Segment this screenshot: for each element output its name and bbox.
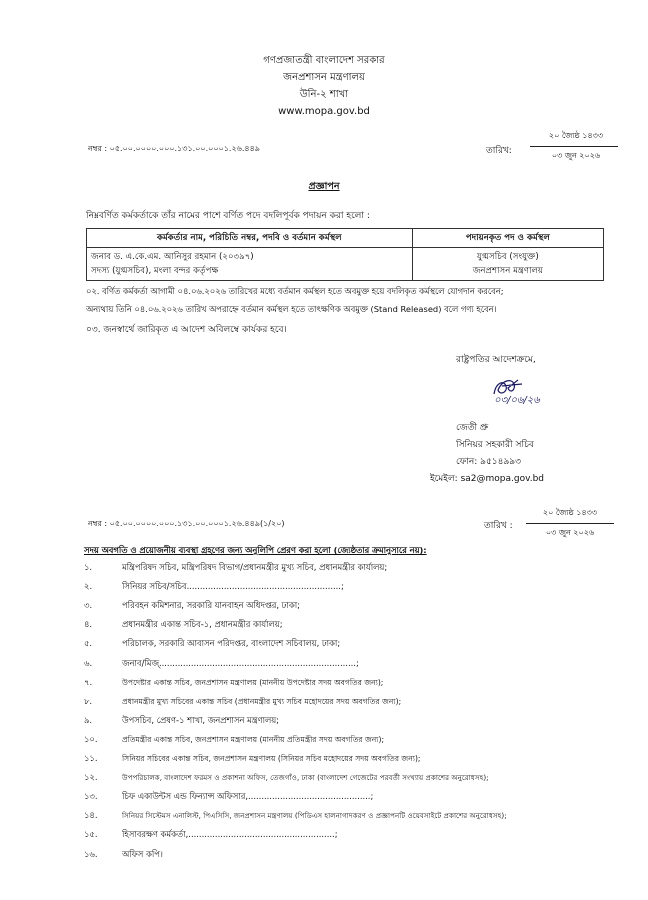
list-item bbox=[84, 790, 373, 804]
signatory-designation: সিনিয়র সহকারী সচিব bbox=[456, 440, 534, 450]
table-cell-officer bbox=[87, 248, 413, 281]
copy-date-label: তারিখ : bbox=[484, 521, 513, 531]
list-item-text: হিসাবরক্ষণ কর্মকর্তা,.......................................................; bbox=[122, 829, 338, 840]
copy-date-divider bbox=[526, 523, 614, 524]
memo-date-bangla: ২০ জ্যৈষ্ঠ ১৪৩৩ bbox=[548, 131, 604, 140]
copy-date-bangla: ২০ জ্যৈষ্ঠ ১৪৩৩ bbox=[542, 508, 598, 517]
signatory-name: জেতী প্রু bbox=[456, 423, 489, 433]
list-item-text: সিনিয়র সচিব/সচিব..........................................................; bbox=[122, 581, 344, 592]
order-line: রাষ্ট্রপতির আদেশক্রমে, bbox=[456, 355, 536, 365]
list-item-number: ৪. bbox=[84, 619, 93, 630]
list-item-text: প্রধানমন্ত্রীর একান্ত সচিব-১, প্রধানমন্ত্রীর কার্যালয়; bbox=[122, 619, 283, 630]
list-item-number: ১৩. bbox=[84, 791, 98, 802]
list-item-number: ২. bbox=[84, 581, 93, 592]
list-item-number: ১০. bbox=[84, 733, 98, 744]
list-item-text: সিনিয়র সচিবের একান্ত সচিব, জনপ্রশাসন মন্ত্রণালয় (সিনিয়র সচিব মহোদয়ের সদয় অবগতির জন্য); bbox=[122, 754, 421, 763]
handwritten-date: ০৩/০৬/২৬ bbox=[494, 395, 540, 406]
list-item bbox=[84, 828, 338, 842]
list-item bbox=[84, 714, 279, 728]
officer-name: জনাব ড. এ.কে.এম. আনিসুর রহমান (২০৩৯৭) bbox=[91, 252, 254, 262]
list-item-number: ১৫. bbox=[84, 829, 98, 840]
list-item bbox=[84, 771, 489, 785]
table-header-officer: কর্মকর্তার নাম, পরিচিতি নম্বর, পদবি ও বর্তমান কর্মস্থল bbox=[87, 229, 413, 248]
signatory-phone: ফোন: ৯৫১৪৯৯৩ bbox=[456, 457, 521, 467]
list-item bbox=[84, 752, 420, 766]
list-item-text: পরিচালক, সরকারি আবাসন পরিদপ্তর, বাংলাদেশ সচিবালয়, ঢাকা; bbox=[122, 638, 341, 649]
list-item-text: মন্ত্রিপরিষদ সচিব, মন্ত্রিপরিষদ বিভাগ/প্রধানমন্ত্রীর মুখ্য সচিব, প্রধানমন্ত্রীর কার্যালয়; bbox=[122, 562, 388, 572]
list-item bbox=[84, 733, 384, 747]
header-ministry: জনপ্রশাসন মন্ত্রণালয় bbox=[283, 72, 365, 83]
posting-designation: যুগ্মসচিব (সংযুক্ত) bbox=[476, 252, 539, 262]
date-divider bbox=[530, 146, 618, 147]
list-item-text: উপসচিব, প্রেষণ-১ শাখা, জনপ্রশাসন মন্ত্রণালয়; bbox=[122, 714, 280, 725]
list-item-text: অফিস কপি। bbox=[122, 848, 163, 859]
memo-number: নম্বর : ০৫.০০.০০০০.০০০.১৩১.০০.০০০১.২৬.৪৪৯ bbox=[88, 144, 260, 153]
paragraph-2-line-1: ০২. বর্ণিত কর্মকর্তা আগামী ০৪.০৬.২০২৬ তারিখের মধ্যে বর্তমান কর্মস্থল হতে অবমুক্ত হয়ে বদলিকৃত কর্মস্থলে যোগদান করবেন; bbox=[86, 286, 504, 296]
list-item-number: ১৪. bbox=[84, 810, 98, 821]
list-item-number: ৯. bbox=[84, 714, 93, 725]
list-item-text: প্রধানমন্ত্রীর মুখ্য সচিবের একান্ত সচিব (প্রধানমন্ত্রীর মুখ্য সচিব মহোদয়ের সদয় অবগতির জন্য); bbox=[122, 696, 402, 706]
header-section: উনি-২ শাখা bbox=[299, 89, 349, 100]
header-website[interactable]: www.mopa.gov.bd bbox=[278, 106, 370, 117]
list-item bbox=[84, 618, 283, 632]
list-item-text: প্রতিমন্ত্রীর একান্ত সচিব, জনপ্রশাসন মন্ত্রণালয় (মাননীয় প্রতিমন্ত্রীর সদয় অবগতির জন্য); bbox=[122, 734, 385, 744]
list-item-text: চিফ একাউন্টস এন্ড ফিন্যান্স অফিসার,..............................................; bbox=[122, 791, 374, 802]
table-row bbox=[87, 248, 604, 281]
list-item-text: সিনিয়র সিস্টেমস এনালিস্ট, পিএসিসি, জনপ্রশাসন মন্ত্রণালয় (পিডিএস হালনাগাদকরণ ও প্রজ্ঞাপনটি ওয়েবসাইটে প্রকাশের অনুরোধসহ); bbox=[122, 811, 507, 821]
list-item bbox=[84, 695, 401, 709]
signatory-email[interactable]: ইমেইল: sa2@mopa.gov.bd bbox=[430, 474, 545, 484]
table-header-row bbox=[87, 229, 604, 248]
list-item-number: ১২. bbox=[84, 772, 98, 783]
memo-date-gregorian: ০৩ জুন ২০২৬ bbox=[551, 151, 601, 160]
list-item-number: ৬. bbox=[84, 657, 93, 668]
table-cell-posting bbox=[412, 248, 603, 281]
list-item-text: উপপরিচালক, বাংলাদেশ ফরমস ও প্রকাশনা অফিস, তেজগাঁও, ঢাকা (বাংলাদেশ গেজেটের পরবর্তী সংখ্যায় প্রকাশের অনুরোধসহ); bbox=[122, 773, 489, 783]
list-item bbox=[84, 676, 383, 690]
list-item-text: জনাব/মিজ্‌..........................................................................; bbox=[122, 657, 359, 668]
assignment-table bbox=[86, 228, 604, 281]
list-item bbox=[84, 580, 344, 594]
document-title: প্রজ্ঞাপন bbox=[308, 181, 340, 192]
list-item bbox=[84, 637, 340, 651]
memo-date-label: তারিখ: bbox=[486, 146, 512, 156]
list-item bbox=[84, 561, 387, 575]
header-government: গণপ্রজাতন্ত্রী বাংলাদেশ সরকার bbox=[263, 55, 385, 66]
intro-text: নিম্নবর্ণিত কর্মকর্তাকে তাঁর নামের পাশে বর্ণিত পদে বদলিপূর্বক পদায়ন করা হলো : bbox=[86, 211, 370, 221]
posting-office: জনপ্রশাসন মন্ত্রণালয় bbox=[472, 266, 543, 276]
copy-date-gregorian: ০৩ জুন ২০২৬ bbox=[545, 528, 595, 537]
list-item bbox=[84, 657, 359, 671]
list-item-number: ৭. bbox=[84, 676, 93, 687]
list-item-number: ১৬. bbox=[84, 848, 98, 859]
table-header-posting: পদায়নকৃত পদ ও কর্মস্থল bbox=[412, 229, 603, 248]
copy-memo-number: নম্বর : ০৫.০০.০০০০.০০০.১৩১.০০.০০০১.২৬.৪৪৯(১/২০) bbox=[88, 519, 285, 528]
list-item-number: ৩. bbox=[84, 600, 93, 611]
copy-heading: সদয় অবগতি ও প্রয়োজনীয় ব্যবস্থা গ্রহণের জন্য অনুলিপি প্রেরণ করা হলো (জ্যেষ্ঠতার ক্রমানুসারে নয়): bbox=[84, 545, 427, 555]
list-item bbox=[84, 848, 163, 862]
list-item-number: ১১. bbox=[84, 753, 98, 763]
list-item-number: ৮. bbox=[84, 695, 93, 706]
list-item-text: পরিবহন কমিশনার, সরকারি যানবাহন অধিদপ্তর, ঢাকা; bbox=[122, 600, 300, 611]
list-item-text: উপদেষ্টার একান্ত সচিব, জনপ্রশাসন মন্ত্রণালয় (মাননীয় উপদেষ্টার সদয় অবগতির জন্য); bbox=[122, 677, 384, 687]
list-item bbox=[84, 599, 300, 613]
list-item bbox=[84, 809, 507, 823]
list-item-number: ১. bbox=[84, 562, 93, 572]
paragraph-3: ০৩. জনস্বার্থে জারিকৃত এ আদেশ অবিলম্বে কার্যকর হবে। bbox=[86, 325, 287, 335]
officer-current-post: সদস্য (যুগ্মসচিব), মংলা বন্দর কর্তৃপক্ষ bbox=[91, 266, 219, 276]
paragraph-2-line-2: অন্যথায় তিনি ০৪.০৬.২০২৬ তারিখ অপরাহ্নে বর্তমান কর্মস্থল হতে তাৎক্ষণিক অবমুক্ত (Stand Released) বলে গণ্য হবেন। bbox=[86, 304, 497, 314]
list-item-number: ৫. bbox=[84, 638, 93, 649]
